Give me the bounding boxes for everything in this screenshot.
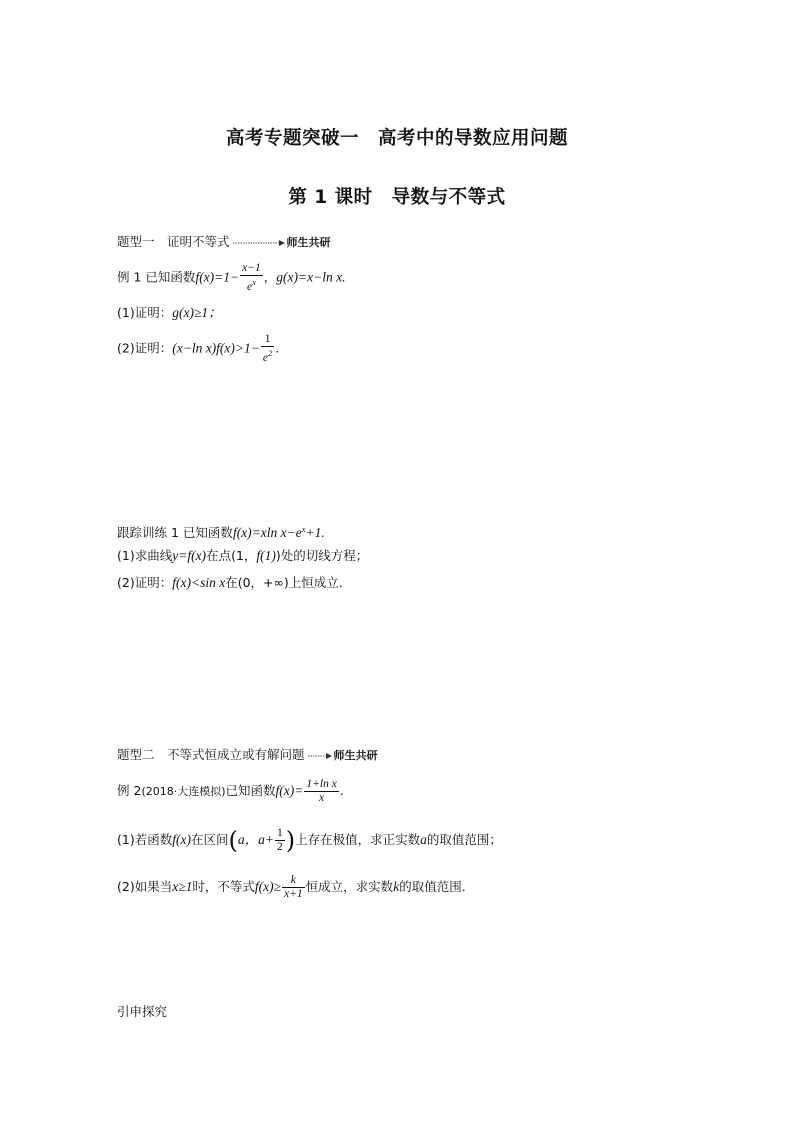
fraction: $\frac{1}{e^2}$	[262, 333, 273, 364]
section-two-tag: 师生共研	[333, 749, 378, 762]
example-one-question-two: (2)证明：(x−ln x)f(x)>1− $\frac{1}{e^2}$ .	[117, 333, 280, 364]
practice-one-statement: 跟踪训练 1 已知函数f(x)=xln $x-e^x+1$.	[117, 524, 325, 541]
section-one-label: 题型一 证明不等式	[117, 234, 230, 249]
example-two-question-one: (1)若函数f(x)在区间(a，a+ $\frac{1}{2}$ )上存在极值，求正实数a的取值范围；	[117, 826, 502, 855]
example-two-prefix: 例 2	[117, 783, 142, 798]
section-two-label: 题型二 不等式恒成立或有解问题	[117, 747, 305, 762]
example-two-source: (2018·大连模拟)	[141, 785, 226, 798]
section-one-heading	[117, 234, 331, 251]
fraction: $\frac{\text{1+ln x}}{x}$	[306, 778, 337, 804]
fraction: $\frac{x-1}{e^x}$	[242, 262, 261, 293]
section-two-heading	[117, 747, 378, 764]
extension-label: 引申探究	[117, 1004, 168, 1019]
fraction: $\frac{k}{x+1}$	[284, 874, 303, 900]
practice-one-question-two: (2)证明：f(x)<sin x在(0，+∞)上恒成立．	[117, 575, 352, 590]
practice-one-question-one: (1)求曲线y=f(x)在点(1，f(1))处的切线方程；	[117, 548, 369, 563]
arrow-right-icon	[308, 752, 332, 760]
example-two-statement: 例 2(2018·大连模拟)已知函数f(x)= $\frac{\text{1+ln x}}{x}$ .	[117, 778, 344, 804]
arrow-right-icon	[233, 239, 285, 247]
section-one-tag: 师生共研	[286, 236, 331, 249]
sub-title: 第 1 课时 导数与不等式	[288, 187, 506, 208]
example-one-prefix: 例 1	[117, 269, 142, 285]
example-one-statement: 例 1 已知函数f(x)=1− $\frac{x-1}{e^x}$ ，g(x)=x−ln x.	[117, 262, 346, 293]
example-one-question-one: (1)证明：g(x)≥1；	[117, 305, 222, 320]
fraction: $\frac{1}{2}$	[276, 827, 283, 853]
main-title: 高考专题突破一 高考中的导数应用问题	[225, 128, 568, 149]
practice-one-prefix: 跟踪训练 1	[117, 525, 179, 541]
example-two-question-two: (2)如果当x≥1时，不等式f(x)≥ $\frac{k}{x+1}$ 恒成立，求实数k的取值范围．	[117, 874, 475, 900]
